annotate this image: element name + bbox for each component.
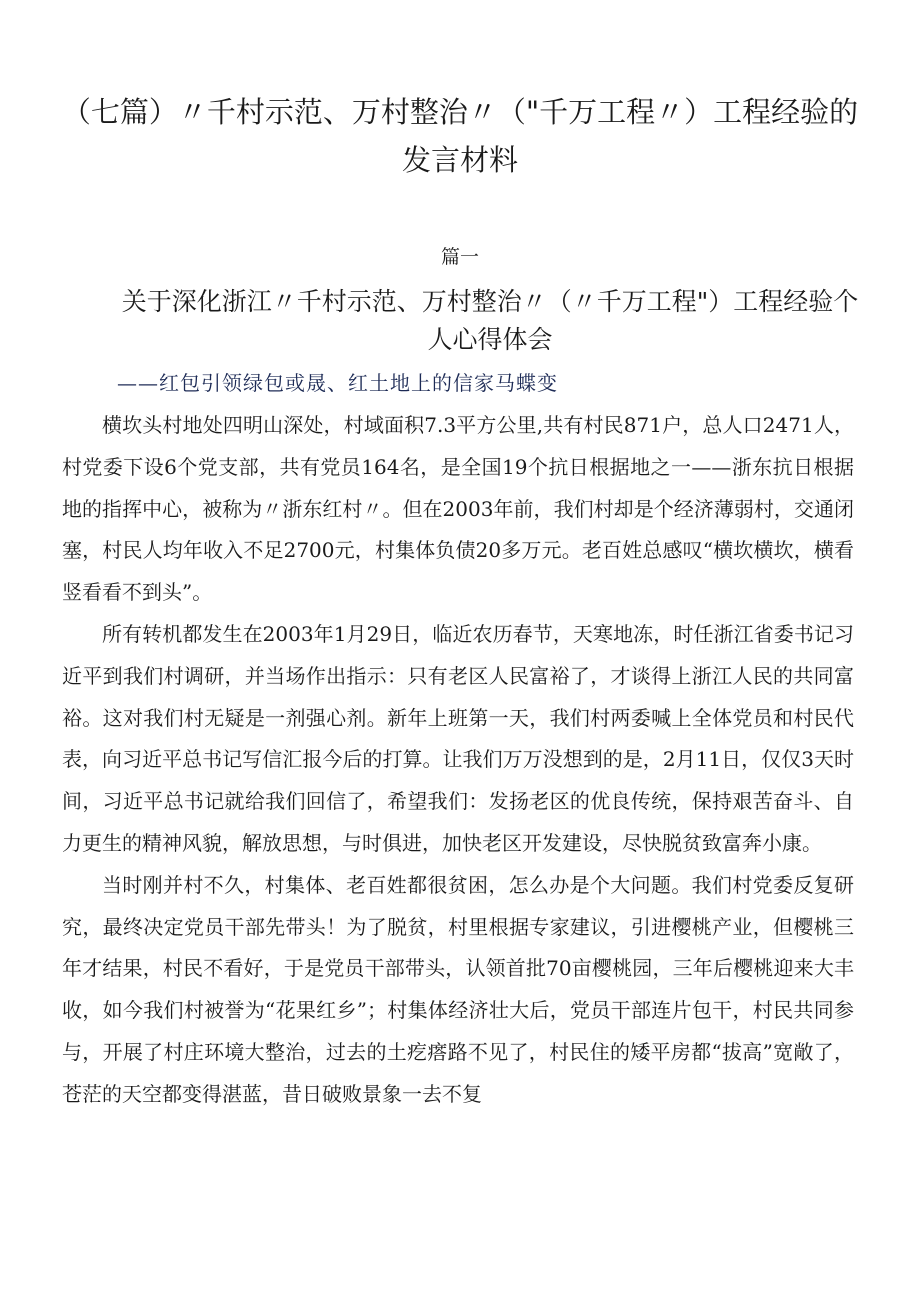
body-paragraph-2: 所有转机都发生在2003年1月29日，临近农历春节，天寒地冻，时任浙江省委书记习近平到我们村调研，并当场作出指示：只有老区人民富裕了，才谈得上浙江人民的共同富裕。这对我们村无疑是一剂强心剂。新年上班第一天，我们村两委喊上全体党员和村民代表，向习近平总书记写信汇报今后的打算。让我们万万没想到的是，2月11日，仅仅3天时间，习近平总书记就给我们回信了，希望我们：发扬老区的优良传统，保持艰苦奋斗、自力更生的精神风貌，解放思想，与时俱进，加快老区开发建设，尽快脱贫致富奔小康。: [62, 621, 854, 855]
body-paragraph-1: 横坎头村地处四明山深处，村域面积7.3平方公里,共有村民871户，总人口2471人，村党委下设6个党支部，共有党员164名，是全国19个抗日根据地之一——浙东抗日根据地的指挥中心，被称为〃浙东红村〃。但在2003年前，我们村却是个经济薄弱村，交通闭塞，村民人均年收入不足2700元，村集体负债20多万元。老百姓总感叹“横坎横坎，横看竖看看不到头”。: [62, 413, 854, 605]
article-body: [62, 405, 854, 1116]
document-title: （七篇）〃千村示范、万村整治〃（"千万工程〃）工程经验的发言材料: [61, 95, 859, 177]
section-label: 篇一: [440, 246, 479, 268]
article-subtitle: 关于深化浙江〃千村示范、万村整治〃（〃千万工程"）工程经验个人心得体会: [121, 287, 859, 354]
article-byline: ——红包引领绿包或晟、红土地上的信家马蝶变: [117, 371, 558, 395]
body-paragraph-3: 当时刚并村不久，村集体、老百姓都很贫困，怎么办是个大问题。我们村党委反复研究，最终决定党员干部先带头！为了脱贫，村里根据专家建议，引进樱桃产业，但樱桃三年才结果，村民不看好，于是党员干部带头，认领首批70亩樱桃园，三年后樱桃迎来大丰收，如今我们村被誉为“花果红乡”；村集体经济壮大后，党员干部连片包干，村民共同参与，开展了村庄环境大整治，过去的土疙瘩路不见了，村民住的矮平房都“拔高”宽敞了，苍茫的天空都变得湛蓝，昔日破败景象一去不复: [62, 872, 854, 1106]
